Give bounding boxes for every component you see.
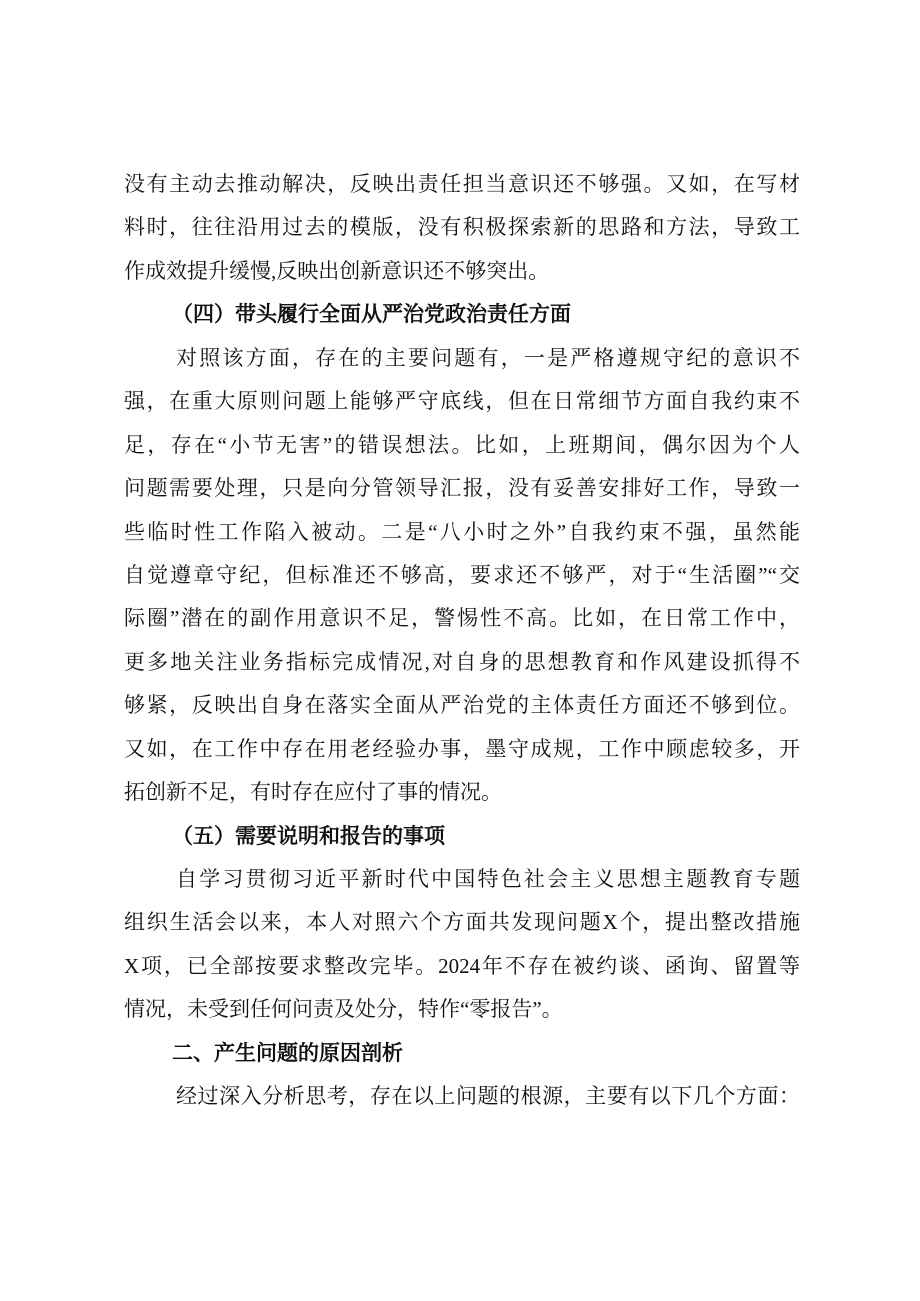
text-line: 对照该方面，存在的主要问题有，一是严格遵规守纪的意识不 <box>176 345 800 370</box>
text-line: 自觉遵章守纪，但标准还不够高，要求还不够严，对于“生活圈”“交 <box>124 562 800 587</box>
text-line: 料时，往往沿用过去的模版，没有积极探索新的思路和方法，导致工 <box>124 215 800 240</box>
text-line: 作成效提升缓慢,反映出创新意识还不够突出。 <box>124 258 550 283</box>
text-line: 经过深入分析思考，存在以上问题的根源，主要有以下几个方面： <box>176 1084 800 1109</box>
paragraph-analysis-intro <box>124 1075 800 1118</box>
section-heading-4: （四）带头履行全面从严治党政治责任方面 <box>172 302 571 327</box>
section-heading-5: （五）需要说明和报告的事项 <box>172 823 445 848</box>
chapter-heading-2: 二、产生问题的原因剖析 <box>172 1040 403 1065</box>
text-line: 更多地关注业务指标完成情况,对自身的思想教育和作风建设抓得不 <box>124 649 800 674</box>
text-line: 自学习贯彻习近平新时代中国特色社会主义思想主题教育专题 <box>176 867 800 891</box>
text-line: 些临时性工作陷入被动。二是“八小时之外”自我约束不强，虽然能 <box>124 519 800 544</box>
document-page <box>124 163 800 1119</box>
text-line: 没有主动去推动解决，反映出责任担当意识还不够强。又如，在写材 <box>124 172 800 196</box>
text-line: 足，存在“小节无害”的错误想法。比如，上班期间，偶尔因为个人 <box>124 432 800 457</box>
paragraph-section-4 <box>124 337 800 815</box>
text-line: 拓创新不足，有时存在应付了事的情况。 <box>124 780 502 805</box>
text-line: 情况，未受到任何问责及处分，特作“零报告”。 <box>124 997 563 1022</box>
text-line: 问题需要处理，只是向分管领导汇报，没有妥善安排好工作，导致一 <box>124 476 800 501</box>
text-line: 组织生活会以来，本人对照六个方面共发现问题X个，提出整改措施 <box>124 910 800 935</box>
paragraph-continued <box>124 163 800 293</box>
text-line: 强，在重大原则问题上能够严守底线，但在日常细节方面自我约束不 <box>124 389 800 414</box>
text-line: 又如，在工作中存在用老经验办事，墨守成规，工作中顾虑较多，开 <box>124 736 800 761</box>
text-line: 够紧，反映出自身在落实全面从严治党的主体责任方面还不够到位。 <box>124 693 800 718</box>
text-line: X项，已全部按要求整改完毕。2024年不存在被约谈、函询、留置等 <box>124 953 800 978</box>
paragraph-section-5 <box>124 858 800 1032</box>
text-line: 际圈”潜在的副作用意识不足，警惕性不高。比如，在日常工作中， <box>124 606 800 631</box>
